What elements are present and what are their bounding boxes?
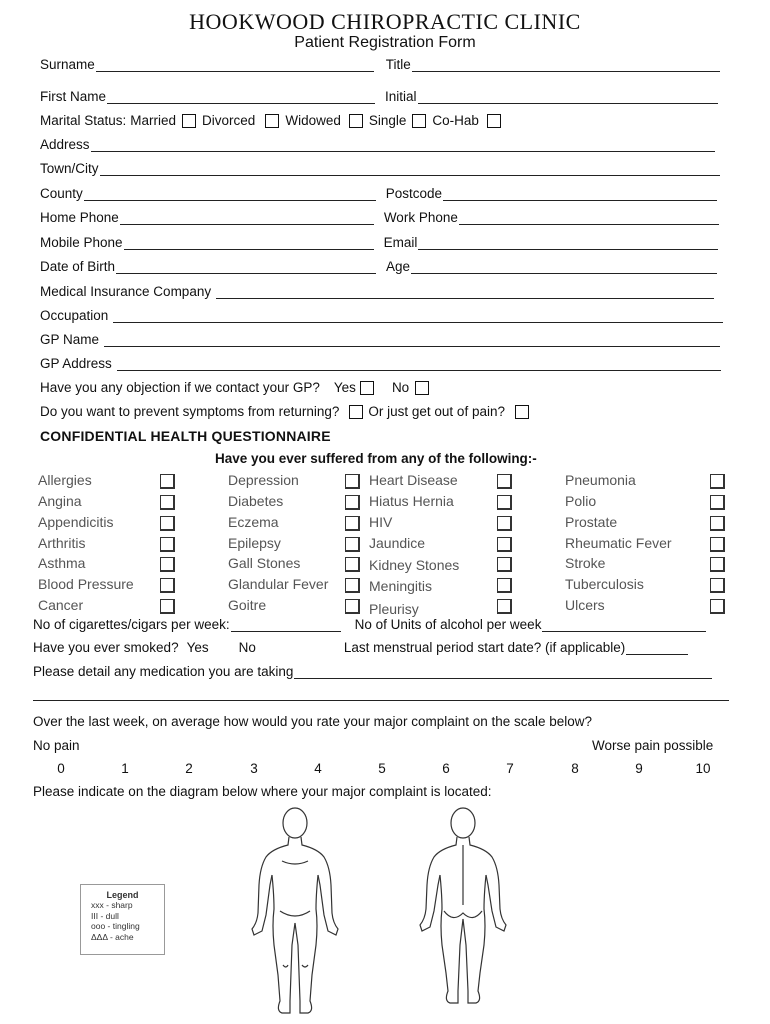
county-row (40, 186, 717, 201)
pain-question: Over the last week, on average how would you rate your major complaint on the scale below? (33, 714, 593, 729)
condition-label: Eczema (228, 514, 279, 530)
condition-label: HIV (369, 514, 393, 530)
smoked-label: Have you ever smoked? (33, 640, 179, 655)
legend-item-ache: ΔΔΔ - ache (91, 931, 134, 942)
surname-label: Surname (40, 57, 95, 72)
prevent-row (40, 404, 535, 419)
county-field[interactable] (84, 187, 376, 201)
condition-label: Kidney Stones (369, 557, 460, 573)
home-phone-field[interactable] (120, 211, 374, 225)
condition-checkbox[interactable] (497, 495, 512, 510)
gp-contact-no-label: No (391, 380, 410, 395)
body-front-diagram[interactable] (250, 805, 340, 1017)
town-label: Town/City (40, 161, 99, 176)
pain-scale-option[interactable]: 5 (378, 761, 386, 776)
condition-checkbox[interactable] (710, 516, 725, 531)
pain-scale-option[interactable]: 6 (442, 761, 450, 776)
pain-scale-option[interactable]: 8 (571, 761, 579, 776)
widowed-checkbox[interactable] (349, 114, 363, 128)
surname-field[interactable] (96, 58, 374, 72)
first-name-label: First Name (40, 89, 107, 104)
address-field[interactable] (91, 138, 715, 152)
marital-status-row (40, 113, 507, 128)
worse-pain-label: Worse pain possible (592, 738, 714, 753)
pain-scale-option[interactable]: 7 (506, 761, 514, 776)
legend-title: Legend (106, 890, 139, 900)
pain-scale-option[interactable]: 2 (185, 761, 193, 776)
menstrual-label: Last menstrual period start date? (if applicable) (343, 640, 626, 655)
gp-contact-yes-checkbox[interactable] (360, 381, 374, 395)
condition-checkbox[interactable] (497, 537, 512, 552)
legend-item-dull: III - dull (91, 910, 119, 921)
dob-row (40, 259, 717, 274)
condition-checkbox[interactable] (345, 578, 360, 593)
title-field[interactable] (412, 58, 720, 72)
condition-checkbox[interactable] (160, 516, 175, 531)
smoked-yes[interactable]: Yes (186, 640, 209, 655)
pain-scale-option[interactable]: 9 (635, 761, 643, 776)
town-field[interactable] (100, 162, 720, 176)
town-row (40, 161, 720, 176)
out-of-pain-label: Or just get out of pain? (368, 404, 505, 419)
condition-checkbox[interactable] (497, 557, 512, 572)
condition-checkbox[interactable] (710, 557, 725, 572)
occupation-row (40, 308, 723, 323)
condition-checkbox[interactable] (345, 599, 360, 614)
condition-label: Pneumonia (565, 472, 636, 488)
first-name-row (40, 89, 718, 104)
questionnaire-prompt: Have you ever suffered from any of the following:- (215, 451, 537, 466)
occupation-label: Occupation (40, 308, 109, 323)
cigarettes-row (33, 617, 706, 632)
condition-checkbox[interactable] (345, 557, 360, 572)
single-label: Single (368, 113, 407, 128)
condition-label: Depression (228, 472, 299, 488)
email-field[interactable] (418, 236, 718, 250)
smoked-no[interactable]: No (238, 640, 256, 655)
legend-item-tingling: ooo - tingling (91, 921, 140, 931)
home-phone-row (40, 210, 719, 225)
condition-label: Diabetes (228, 493, 284, 509)
home-phone-label: Home Phone (40, 210, 119, 225)
clinic-name: HOOKWOOD CHIROPRACTIC CLINIC (189, 9, 581, 34)
cigarettes-label: No of cigarettes/cigars per week: (33, 617, 230, 632)
condition-label: Asthma (38, 555, 86, 571)
dob-field[interactable] (116, 260, 376, 274)
condition-checkbox[interactable] (497, 474, 512, 489)
condition-label: Hiatus Hernia (369, 493, 454, 509)
work-phone-label: Work Phone (383, 210, 458, 225)
condition-checkbox[interactable] (710, 495, 725, 510)
condition-checkbox[interactable] (710, 578, 725, 593)
gp-name-row (40, 332, 720, 347)
married-label: Married (130, 113, 177, 128)
menstrual-field[interactable] (626, 641, 688, 655)
condition-checkbox[interactable] (160, 474, 175, 489)
pain-scale-option[interactable]: 10 (695, 761, 711, 776)
gp-name-field[interactable] (104, 333, 720, 347)
postcode-label: Postcode (385, 186, 443, 201)
pain-scale-option[interactable]: 0 (57, 761, 65, 776)
condition-label: Cancer (38, 597, 84, 613)
gp-name-label: GP Name (40, 332, 100, 347)
gp-address-field[interactable] (117, 357, 721, 371)
mobile-row (40, 235, 718, 250)
prevent-checkbox[interactable] (349, 405, 363, 419)
condition-checkbox[interactable] (160, 599, 175, 614)
insurance-row (40, 284, 714, 299)
mobile-phone-label: Mobile Phone (40, 235, 123, 250)
condition-checkbox[interactable] (710, 474, 725, 489)
gp-contact-no-checkbox[interactable] (415, 381, 429, 395)
initial-field[interactable] (418, 90, 718, 104)
condition-label: Blood Pressure (38, 576, 134, 592)
work-phone-field[interactable] (459, 211, 719, 225)
questionnaire-heading: CONFIDENTIAL HEALTH QUESTIONNAIRE (40, 428, 331, 444)
dob-label: Date of Birth (40, 259, 116, 274)
address-label: Address (40, 137, 90, 152)
age-field[interactable] (411, 260, 717, 274)
condition-label: Stroke (565, 555, 606, 571)
title-label: Title (385, 57, 411, 72)
cohab-checkbox[interactable] (487, 114, 501, 128)
pain-scale-option[interactable]: 1 (121, 761, 129, 776)
pain-scale-option[interactable]: 4 (314, 761, 322, 776)
gp-contact-yes-label: Yes (333, 380, 356, 395)
condition-checkbox[interactable] (345, 495, 360, 510)
condition-checkbox[interactable] (345, 537, 360, 552)
prevent-question: Do you want to prevent symptoms from returning? (40, 404, 340, 419)
condition-checkbox[interactable] (160, 578, 175, 593)
condition-label: Tuberculosis (565, 576, 644, 592)
postcode-field[interactable] (443, 187, 717, 201)
pain-scale-option[interactable]: 3 (250, 761, 258, 776)
condition-checkbox[interactable] (160, 557, 175, 572)
condition-label: Rheumatic Fever (565, 535, 672, 551)
divorced-checkbox[interactable] (265, 114, 279, 128)
gp-contact-question: Have you any objection if we contact your GP? (40, 380, 320, 395)
single-checkbox[interactable] (412, 114, 426, 128)
gp-address-row (40, 356, 721, 371)
mobile-phone-field[interactable] (124, 236, 374, 250)
condition-checkbox[interactable] (710, 599, 725, 614)
insurance-label: Medical Insurance Company (40, 284, 212, 299)
medication-label: Please detail any medication you are taking (33, 664, 294, 679)
condition-checkbox[interactable] (497, 578, 512, 593)
occupation-field[interactable] (113, 309, 723, 323)
condition-checkbox[interactable] (160, 495, 175, 510)
diagram-prompt: Please indicate on the diagram below where your major complaint is located: (33, 784, 492, 799)
alcohol-label: No of Units of alcohol per week (354, 617, 542, 632)
condition-checkbox[interactable] (345, 474, 360, 489)
condition-label: Epilepsy (228, 535, 281, 551)
condition-label: Arthritis (38, 535, 86, 551)
widowed-label: Widowed (285, 113, 341, 128)
insurance-field[interactable] (216, 285, 714, 299)
gp-contact-row (40, 380, 435, 395)
form-title: Patient Registration Form (294, 34, 476, 51)
condition-label: Glandular Fever (228, 576, 329, 592)
surname-row (40, 57, 720, 72)
condition-label: Prostate (565, 514, 618, 530)
out-of-pain-checkbox[interactable] (515, 405, 529, 419)
condition-label: Goitre (228, 597, 267, 613)
condition-label: Jaundice (369, 535, 426, 551)
medication-row (33, 664, 712, 679)
no-pain-label: No pain (33, 738, 80, 753)
smoked-row (33, 640, 688, 655)
medication-field[interactable] (294, 665, 712, 679)
body-back-diagram[interactable] (418, 805, 508, 1005)
gp-address-label: GP Address (40, 356, 112, 371)
condition-label: Polio (565, 493, 597, 509)
initial-label: Initial (385, 89, 417, 104)
alcohol-field[interactable] (542, 618, 706, 632)
condition-checkbox[interactable] (710, 537, 725, 552)
condition-label: Angina (38, 493, 82, 509)
divorced-label: Divorced (202, 113, 256, 128)
legend-box (80, 884, 165, 955)
condition-label: Pleurisy (369, 601, 419, 617)
age-label: Age (386, 259, 411, 274)
condition-label: Allergies (38, 472, 92, 488)
condition-checkbox[interactable] (497, 516, 512, 531)
cohab-label: Co-Hab (432, 113, 479, 128)
address-row (40, 137, 715, 152)
medication-extra-line[interactable] (33, 700, 729, 701)
condition-checkbox[interactable] (345, 516, 360, 531)
legend-item-sharp: xxx - sharp (91, 900, 133, 910)
condition-checkbox[interactable] (160, 537, 175, 552)
condition-label: Heart Disease (369, 472, 458, 488)
condition-label: Ulcers (565, 597, 605, 613)
first-name-field[interactable] (107, 90, 375, 104)
marital-status-label: Marital Status: (40, 113, 127, 128)
condition-label: Appendicitis (38, 514, 114, 530)
county-label: County (40, 186, 83, 201)
condition-label: Gall Stones (228, 555, 301, 571)
condition-checkbox[interactable] (497, 599, 512, 614)
email-label: Email (383, 235, 418, 250)
married-checkbox[interactable] (182, 114, 196, 128)
condition-label: Meningitis (369, 578, 433, 594)
cigarettes-field[interactable] (231, 618, 341, 632)
